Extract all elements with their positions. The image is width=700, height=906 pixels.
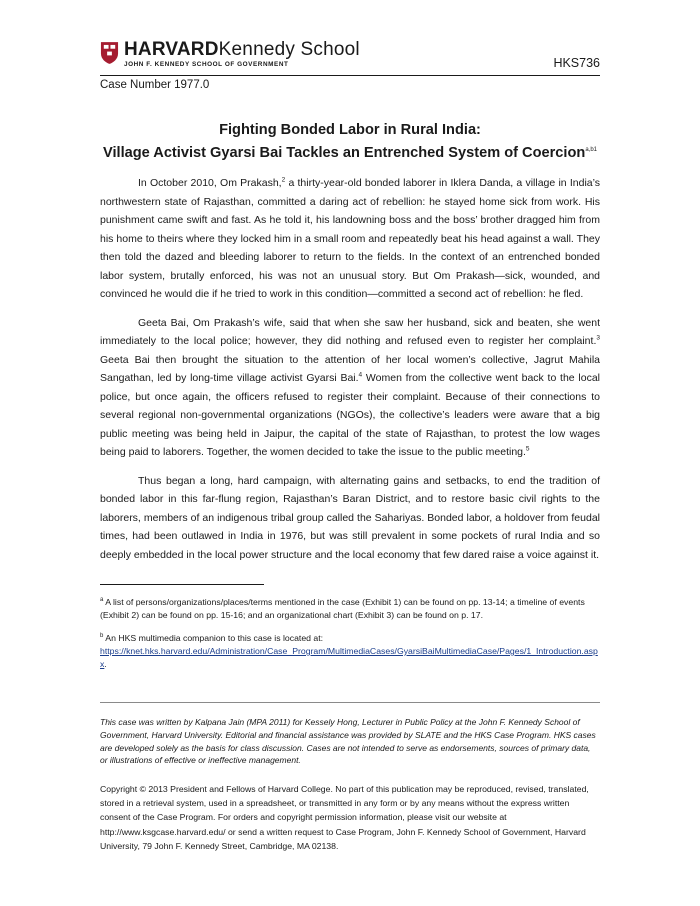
paragraph-2-part-1: Geeta Bai, Om Prakash’s wife, said that when she saw her husband, sick and beaten, she went immediately to the local police; however, they did nothing and refused even to register her complaint.	[100, 316, 600, 347]
title-footnote-marks: a,b1	[585, 147, 597, 153]
multimedia-companion-link[interactable]: https://knet.hks.harvard.edu/Administration/Case_Program/MultimediaCases/GyarsiBaiMultimediaCase/Pages/1_Introduction.aspx	[100, 646, 598, 669]
footnote-ref-3[interactable]: 3	[596, 334, 600, 342]
footnotes	[100, 596, 600, 681]
paragraph-1	[100, 174, 600, 304]
brand-bold: HARVARD	[124, 39, 219, 60]
footnote-a-text: A list of persons/organizations/places/terms mentioned in the case (Exhibit 1) can be found on pp. 13-14; a timeline of events (Exhibit 2) can be found on pp. 15-16; and an organizational chart (Exhibit 3) can be found on p. 17.	[100, 597, 585, 620]
brand-logo-text	[124, 39, 360, 61]
footnote-a-mark: a	[100, 597, 104, 604]
document-title	[100, 120, 600, 163]
footnote-divider	[100, 584, 264, 585]
footnote-b-text: An HKS multimedia companion to this case is located at:	[103, 633, 324, 643]
paragraph-2-part-2: Geeta Bai then brought the situation to the attention of her local women’s collective, Jagrut Mahila Sangathan, led by long-time village activist Gyarsi Bai.	[100, 353, 600, 384]
footnote-a	[100, 596, 600, 622]
paragraph-3: Thus began a long, hard campaign, with alternating gains and setbacks, to end the tradition of bonded labor in this far-flung region, Rajasthan’s Baran District, and to restore basic civil rights to the laborers, members of an indigenous tribal group called the Sahariyas. Bonded labor, a holdover from feudal times, had been outlawed in India in 1976, but was still prevalent in some pockets of rural India and so deeply embedded in the local power structure and the local economy that few dared raise a voice against it.	[100, 474, 600, 561]
section-divider	[100, 702, 600, 703]
brand-light: Kennedy School	[218, 39, 360, 60]
footnote-ref-2[interactable]: 2	[281, 176, 286, 184]
harvard-shield-icon	[100, 41, 119, 65]
footnote-ref-4[interactable]: 4	[358, 371, 363, 379]
brand-subtitle: JOHN F. KENNEDY SCHOOL OF GOVERNMENT	[124, 61, 289, 68]
case-code: HKS736	[553, 56, 600, 70]
body-text	[100, 174, 600, 574]
footnote-b	[100, 632, 600, 671]
footnote-b-mark: b	[100, 633, 104, 640]
title-line-2	[100, 140, 600, 163]
footnote-b-after: .	[104, 659, 107, 669]
paragraph-2	[100, 314, 600, 462]
copyright-notice: Copyright © 2013 President and Fellows of Harvard College. No part of this publication may be reproduced, revised, translated, stored in a retrieval system, used in a spreadsheet, or transmitted in any form or by any means without the express written consent of the Case Program. For orders and copyright permission information, please visit our website at http://www.ksgcase.harvard.edu/ or send a written request to Case Program, John F. Kennedy School of Government, Harvard University, 79 John F. Kennedy Street, Cambridge, MA 02138.	[100, 784, 589, 851]
page-header	[100, 40, 600, 75]
paragraph-1-part-2: a thirty-year-old bonded laborer in Iklera Danda, a village in India’s northwestern state of Rajasthan, committed a daring act of rebellion: he stayed home sick from work. His punishment came swift and fast. As he told it, his landowning boss and the boss’ brother dragged him from his home to theirs where they locked him in a small room and repeatedly beat his head against a wall. They then told the dazed and bleeding laborer to return to the fields. In the context of an entrenched bonded labor system, brutally enforced, his was not an unusual story. But Om Prakash—sick, wounded, and convinced he would die if he tried to work in this condition—committed a second act of rebellion: he fled.	[100, 177, 601, 300]
footnote-ref-5[interactable]: 5	[525, 445, 530, 453]
title-line-2-text: Village Activist Gyarsi Bai Tackles an Entrenched System of Coercion	[102, 144, 586, 161]
paragraph-2-part-3: Women from the collective went back to the local police, but once again, the officers refused to register their complaint. Because of their connections to several regional non-governmental organizations (NGOs), the collective’s leaders were aware that a big public meeting was being held in Jaipur, the capital of the state of Rajasthan, to protest the low wages being paid to laborers. Together, the women decided to take the issue to the public meeting.	[100, 372, 600, 458]
paragraph-1-part-1: In October 2010, Om Prakash,	[138, 177, 282, 189]
case-number: Case Number 1977.0	[100, 79, 210, 91]
title-line-1: Fighting Bonded Labor in Rural India:	[219, 122, 481, 138]
header-divider	[100, 75, 600, 76]
authorship-disclaimer: This case was written by Kalpana Jain (MPA 2011) for Kessely Hong, Lecturer in Public Policy at the John F. Kennedy School of Government, Harvard University. Editorial and financial assistance was provided by SLATE and the HKS Case Program. HKS cases are developed solely as the basis for class discussion. Cases are not intended to serve as endorsements, sources of primary data, or illustrations of effective or ineffective management.	[100, 717, 596, 766]
